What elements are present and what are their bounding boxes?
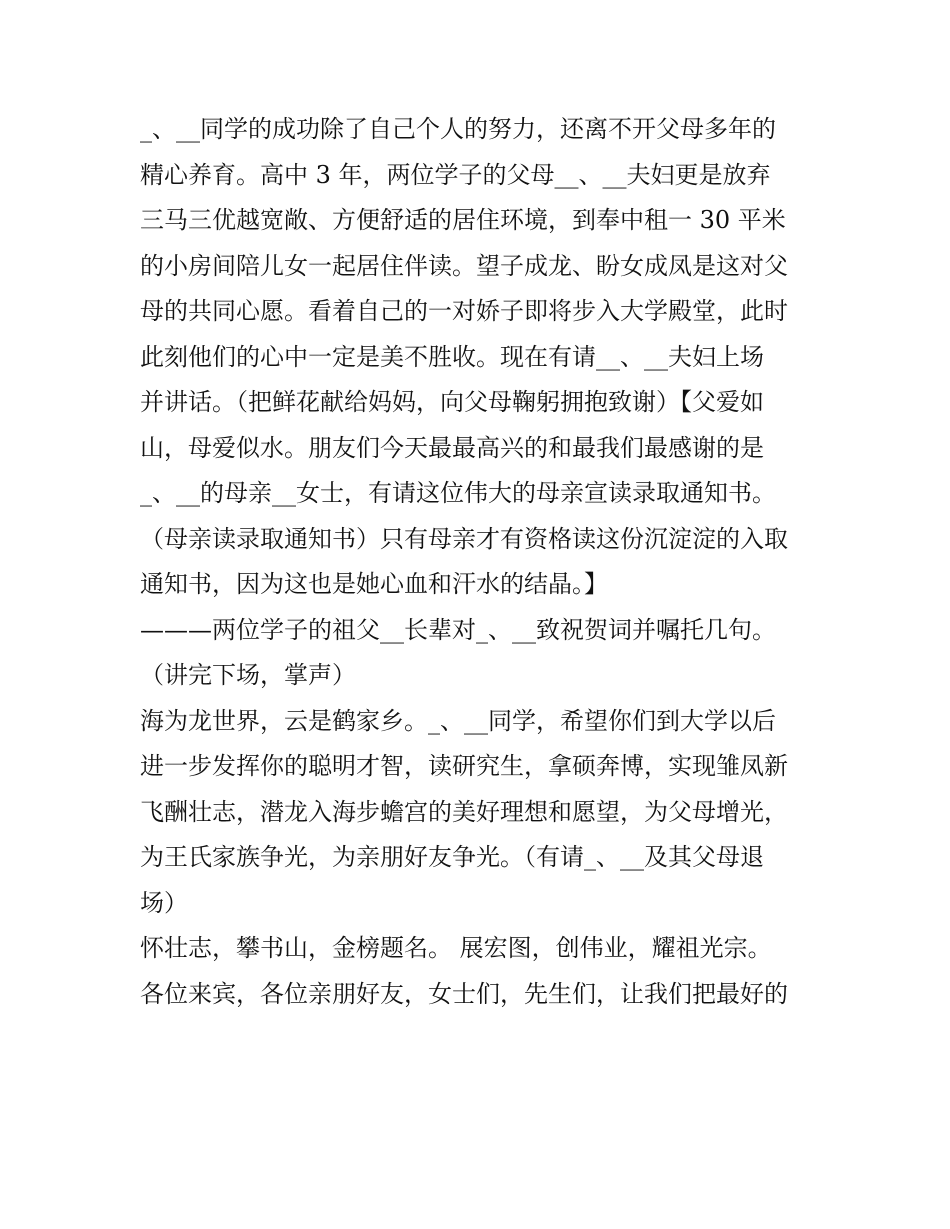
text-line: 场） (140, 888, 188, 917)
text-line: 此刻他们的心中一定是美不胜收。现在有请__、__夫妇上场 (140, 342, 764, 371)
text-line: 各位来宾，各位亲朋好友，女士们，先生们，让我们把最好的 (140, 979, 788, 1008)
text-line: 三马三优越宽敞、方便舒适的居住环境，到奉中租一 30 平米 (140, 206, 786, 234)
text-line: 进一步发挥你的聪明才智，读研究生，拿硕奔博，实现雏凤新 (140, 752, 788, 780)
text-line: _、__同学的成功除了自己个人的努力，还离不开父母多年的 (140, 115, 776, 143)
text-line: 精心养育。高中 3 年，两位学子的父母__、__夫妇更是放弃 (140, 160, 771, 189)
text-line: 并讲话。（把鲜花献给妈妈，向父母鞠躬拥抱致谢）【父爱如 (140, 388, 764, 416)
text-line: （母亲读录取通知书）只有母亲才有资格读这份沉淀淀的入取 (140, 524, 788, 553)
text-line: 通知书，因为这也是她心血和汗水的结晶。】 (140, 570, 608, 598)
text-line: _、__的母亲__女士，有请这位伟大的母亲宣读录取通知书。 (140, 479, 776, 507)
text-line: ———两位学子的祖父__长辈对_、__致祝贺词并嘱托几句。 (140, 615, 776, 644)
text-line: 飞酬壮志，潜龙入海步蟾宫的美好理想和愿望，为父母增光， (140, 797, 788, 826)
text-line: 母的共同心愿。看着自己的一对娇子即将步入大学殿堂，此时 (140, 297, 788, 325)
text-line: 怀壮志，攀书山，金榜题名。 展宏图，创伟业，耀祖光宗。 (140, 934, 772, 962)
text-line: 山，母爱似水。朋友们今天最最高兴的和最我们最感谢的是 (140, 433, 764, 462)
text-line: 的小房间陪儿女一起居住伴读。望子成龙、盼女成凤是这对父 (140, 251, 788, 280)
text-line: （讲完下场，掌声） (140, 661, 356, 689)
text-line: 为王氏家族争光，为亲朋好友争光。（有请_、__及其父母退 (140, 843, 764, 871)
text-line: 海为龙世界，云是鹤家乡。_、__同学，希望你们到大学以后 (140, 706, 776, 735)
document-body (140, 107, 820, 1017)
